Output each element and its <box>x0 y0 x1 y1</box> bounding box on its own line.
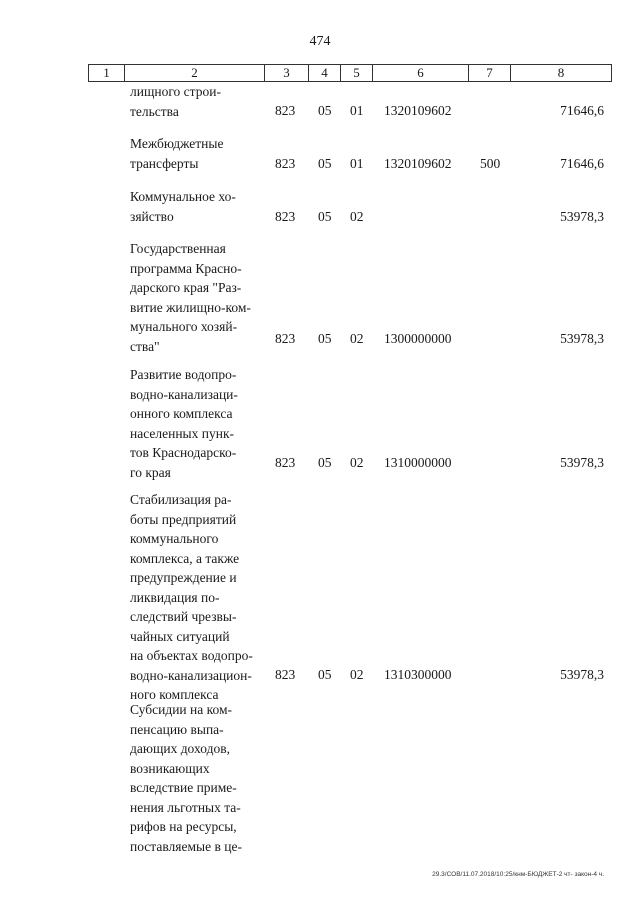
row-col-6: 1310000000 <box>384 455 452 470</box>
page-number: 474 <box>309 34 331 49</box>
row-col-4: 05 <box>318 209 332 224</box>
row-col-8: 71646,6 <box>560 156 604 171</box>
header-col-6: 6 <box>373 65 469 81</box>
row-col-5: 02 <box>350 331 364 346</box>
header-col-8: 8 <box>557 65 565 80</box>
row-col-3: 823 <box>275 209 296 224</box>
row-col-5: 02 <box>350 209 364 224</box>
row-col-6: 1320109602 <box>384 156 452 171</box>
header-col-2: 2 <box>125 65 265 81</box>
row-col-4: 05 <box>318 667 332 682</box>
row-col-6: 1310300000 <box>384 667 452 682</box>
row-col-4: 05 <box>318 455 332 470</box>
row-col-4: 05 <box>318 331 332 346</box>
row-description: лищного строи- тельства <box>130 84 221 119</box>
row-description: Межбюджетные трансферты <box>130 136 224 171</box>
row-col-4: 05 <box>318 156 332 171</box>
row-col-6: 1320109602 <box>384 103 452 118</box>
row-col-5: 02 <box>350 667 364 682</box>
row-col-6: 1300000000 <box>384 331 452 346</box>
row-col-8: 53978,3 <box>560 331 604 346</box>
row-col-5: 02 <box>350 455 364 470</box>
header-col-4: 4 <box>309 65 341 81</box>
table-header-row <box>88 64 612 82</box>
row-description: Субсидии на ком- пенсацию выпа- дающих доходов, возникающих вследствие приме- нения льготных та- рифов на ресурсы, поставляемые в це- <box>130 702 242 854</box>
row-col-8: 53978,3 <box>560 667 604 682</box>
row-col-3: 823 <box>275 455 296 470</box>
row-col-4: 05 <box>318 103 332 118</box>
header-col-7: 7 <box>469 65 511 81</box>
row-col-3: 823 <box>275 667 296 682</box>
header-col-1: 1 <box>89 65 125 81</box>
row-description: Развитие водопро- водно-канализаци- онного комплекса населенных пунк- тов Краснодарско- го края <box>130 367 238 480</box>
row-description: Стабилизация ра- боты предприятий коммунального комплекса, а также предупреждение и ликвидация по- следствий чрезвы- чайных ситуаций на объектах водопро- водно-канализацион- ного комплекса <box>130 492 253 702</box>
row-col-5: 01 <box>350 103 364 118</box>
row-col-3: 823 <box>275 156 296 171</box>
row-col-7: 500 <box>480 156 501 171</box>
row-col-8: 71646,6 <box>560 103 604 118</box>
row-col-8: 53978,3 <box>560 455 604 470</box>
header-col-5: 5 <box>341 65 373 81</box>
header-col-3: 3 <box>265 65 309 81</box>
document-footer-code: 29.3/СОВ/11.07.2018/10:25/кнм-БЮДЖЕТ-2 чт- закон-4 ч. <box>432 871 604 878</box>
row-description: Государственная программа Красно- дарского края "Раз- витие жилищно-ком- мунального хозяй- ства" <box>130 241 251 354</box>
row-col-5: 01 <box>350 156 364 171</box>
row-description: Коммунальное хо- зяйство <box>130 189 236 224</box>
row-col-8: 53978,3 <box>560 209 604 224</box>
row-col-3: 823 <box>275 103 296 118</box>
row-col-3: 823 <box>275 331 296 346</box>
